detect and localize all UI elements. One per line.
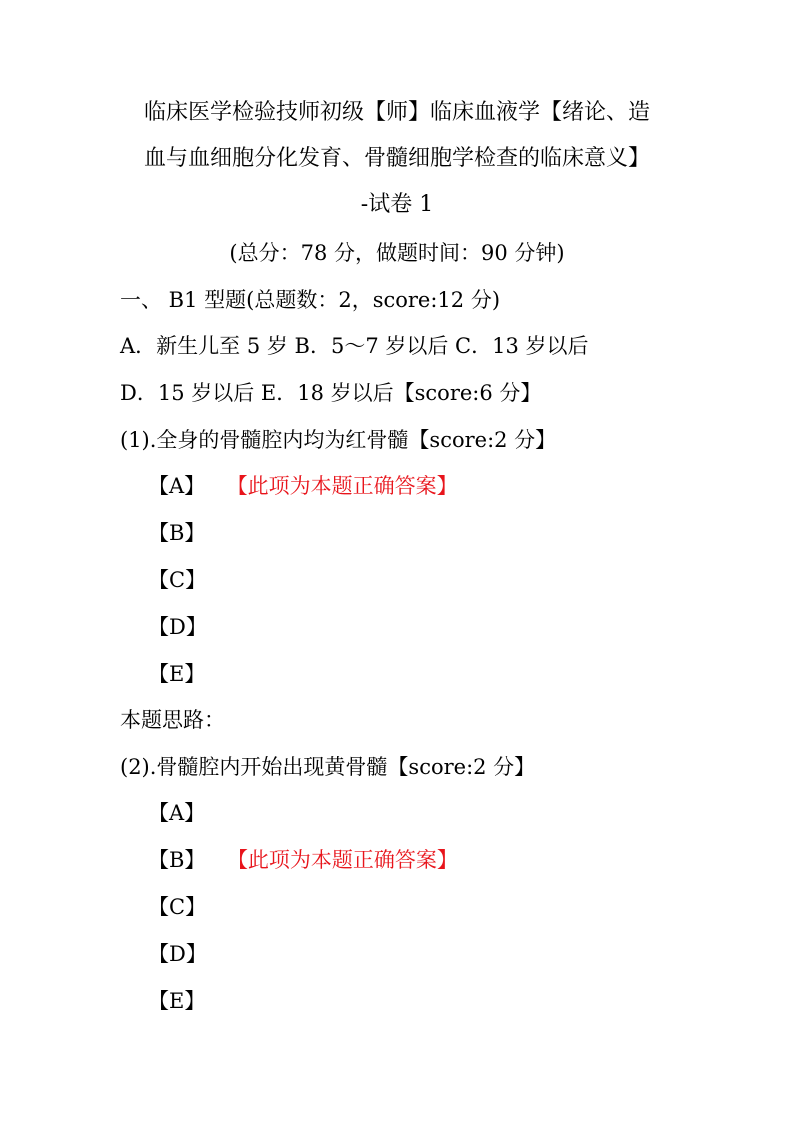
option-label: 【D】 bbox=[148, 942, 207, 966]
exam-summary: (总分：78 分，做题时间：90 分钟) bbox=[229, 241, 565, 265]
question-2-option-a[interactable] bbox=[148, 798, 205, 828]
section-heading: 一、 B1 型题(总题数：2，score:12 分) bbox=[120, 288, 501, 312]
correct-answer-marker: 【此项为本题正确答案】 bbox=[237, 848, 458, 872]
option-label: 【D】 bbox=[148, 615, 207, 639]
question-2-option-c[interactable] bbox=[148, 892, 206, 922]
question-2-option-b[interactable] bbox=[148, 845, 458, 875]
option-label: 【B】 bbox=[148, 521, 206, 545]
question-1-text: (1).全身的骨髓腔内均为红骨髓【score:2 分】 bbox=[120, 428, 557, 452]
question-1-option-d[interactable] bbox=[148, 612, 207, 642]
option-label: 【E】 bbox=[148, 662, 206, 686]
option-label: 【C】 bbox=[148, 895, 207, 919]
question-2-text: (2).骨髓腔内开始出现黄骨髓【score:2 分】 bbox=[120, 755, 536, 779]
question-1-analysis-label: 本题思路： bbox=[120, 708, 225, 732]
question-1-option-c[interactable] bbox=[148, 565, 206, 595]
correct-answer-marker: 【此项为本题正确答案】 bbox=[237, 474, 458, 498]
question-1-option-e[interactable] bbox=[148, 659, 205, 689]
exam-title-line-3: -试卷 1 bbox=[360, 192, 434, 217]
shared-options-line-2: D．15 岁以后 E．18 岁以后【score:6 分】 bbox=[120, 381, 542, 405]
option-label: 【C】 bbox=[148, 568, 207, 592]
option-label: 【A】 bbox=[148, 801, 206, 825]
option-label: 【B】 bbox=[148, 848, 206, 872]
exam-title-line-1: 临床医学检验技师初级【师】临床血液学【绪论、造 bbox=[143, 100, 650, 125]
question-2-option-e[interactable] bbox=[148, 986, 205, 1016]
exam-title-line-2: 血与血细胞分化发育、骨髓细胞学检查的临床意义】 bbox=[143, 146, 650, 171]
question-1-option-b[interactable] bbox=[148, 518, 205, 548]
question-1-option-a[interactable] bbox=[148, 471, 458, 501]
question-2-option-d[interactable] bbox=[148, 939, 207, 969]
option-label: 【E】 bbox=[148, 989, 206, 1013]
option-label: 【A】 bbox=[148, 474, 206, 498]
shared-options-line-1: A．新生儿至 5 岁 B．5～7 岁以后 C．13 岁以后 bbox=[120, 334, 589, 358]
